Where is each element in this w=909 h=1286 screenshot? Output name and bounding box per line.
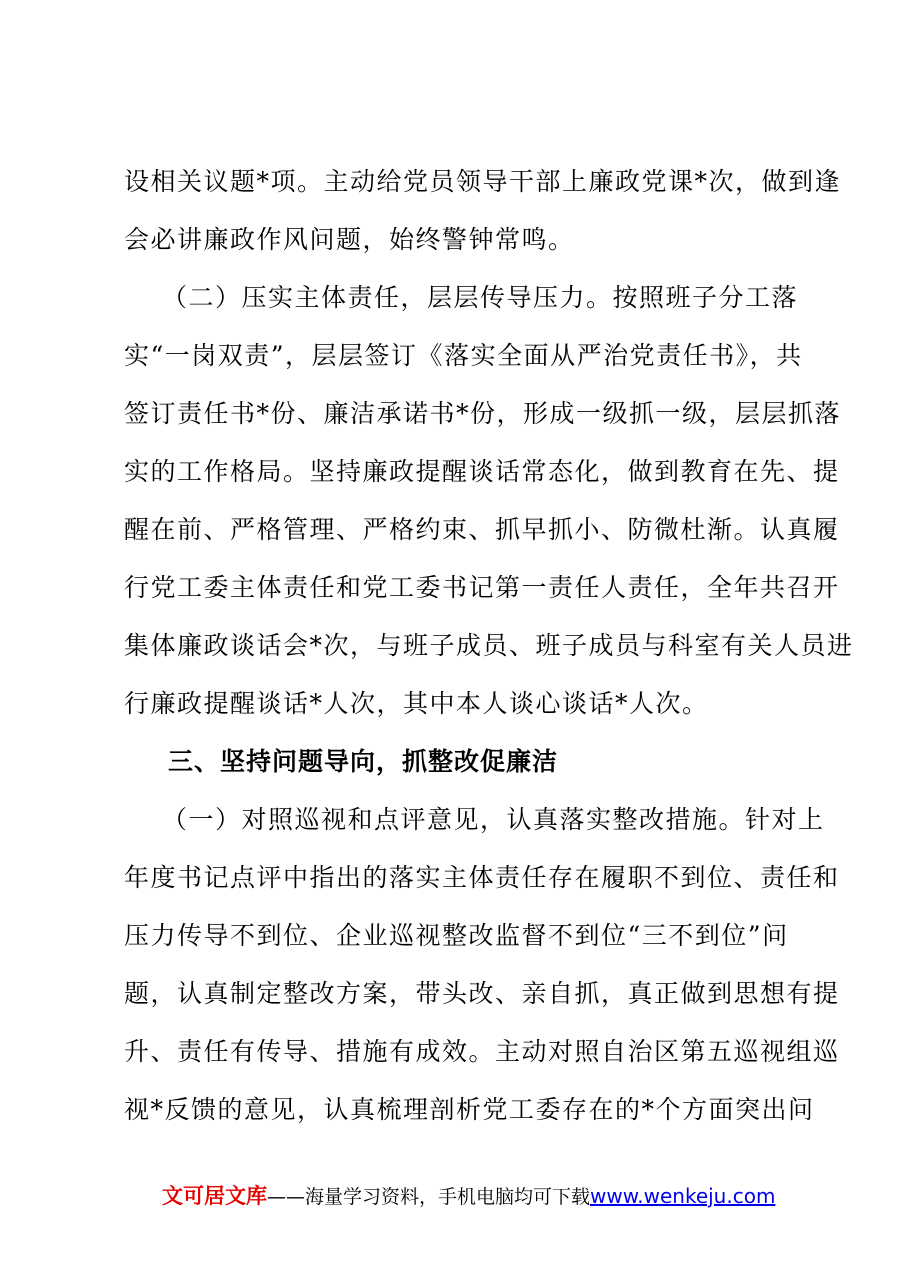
paragraph-line: 行廉政提醒谈话*人次，其中本人谈心谈话*人次。 (124, 689, 709, 718)
paragraph-line: （二）压实主体责任，层层传导压力。按照班子分工落 (162, 283, 799, 312)
page-footer (162, 1182, 775, 1211)
footer-slogan: ——海量学习资料，手机电脑均可下载 (267, 1186, 591, 1208)
paragraph-line: 升、责任有传导、措施有成效。主动对照自治区第五巡视组巡 (124, 1037, 840, 1066)
paragraph-line: 压力传导不到位、企业巡视整改监督不到位“三不到位”问 (124, 921, 789, 950)
footer-link[interactable]: www.wenkeju.com (590, 1184, 776, 1208)
paragraph-line: 醒在前、严格管理、严格约束、抓早抓小、防微杜渐。认真履 (124, 515, 840, 544)
paragraph-line: 实的工作格局。坚持廉政提醒谈话常态化，做到教育在先、提 (124, 457, 840, 486)
paragraph-line: 视*反馈的意见，认真梳理剖析党工委存在的*个方面突出问 (124, 1095, 815, 1124)
paragraph-line: （一）对照巡视和点评意见，认真落实整改措施。针对上 (162, 805, 825, 834)
paragraph-line: 会必讲廉政作风问题，始终警钟常鸣。 (124, 225, 575, 254)
paragraph-line: 题，认真制定整改方案，带头改、亲自抓，真正做到思想有提 (124, 979, 840, 1008)
footer-brand: 文可居文库 (162, 1184, 267, 1208)
paragraph-line: 集体廉政谈话会*次，与班子成员、班子成员与科室有关人员进 (124, 631, 854, 660)
section-heading: 三、坚持问题导向，抓整改促廉洁 (168, 747, 559, 776)
paragraph-line: 设相关议题*项。主动给党员领导干部上廉政党课*次，做到逢 (124, 167, 842, 196)
paragraph-line: 年度书记点评中指出的落实主体责任存在履职不到位、责任和 (124, 863, 840, 892)
paragraph-line: 签订责任书*份、廉洁承诺书*份，形成一级抓一级，层层抓落 (124, 399, 842, 428)
paragraph-line: 行党工委主体责任和党工委书记第一责任人责任，全年共召开 (124, 573, 840, 602)
paragraph-line: 实“一岗双责”，层层签订《落实全面从严治党责任书》，共 (124, 341, 803, 370)
